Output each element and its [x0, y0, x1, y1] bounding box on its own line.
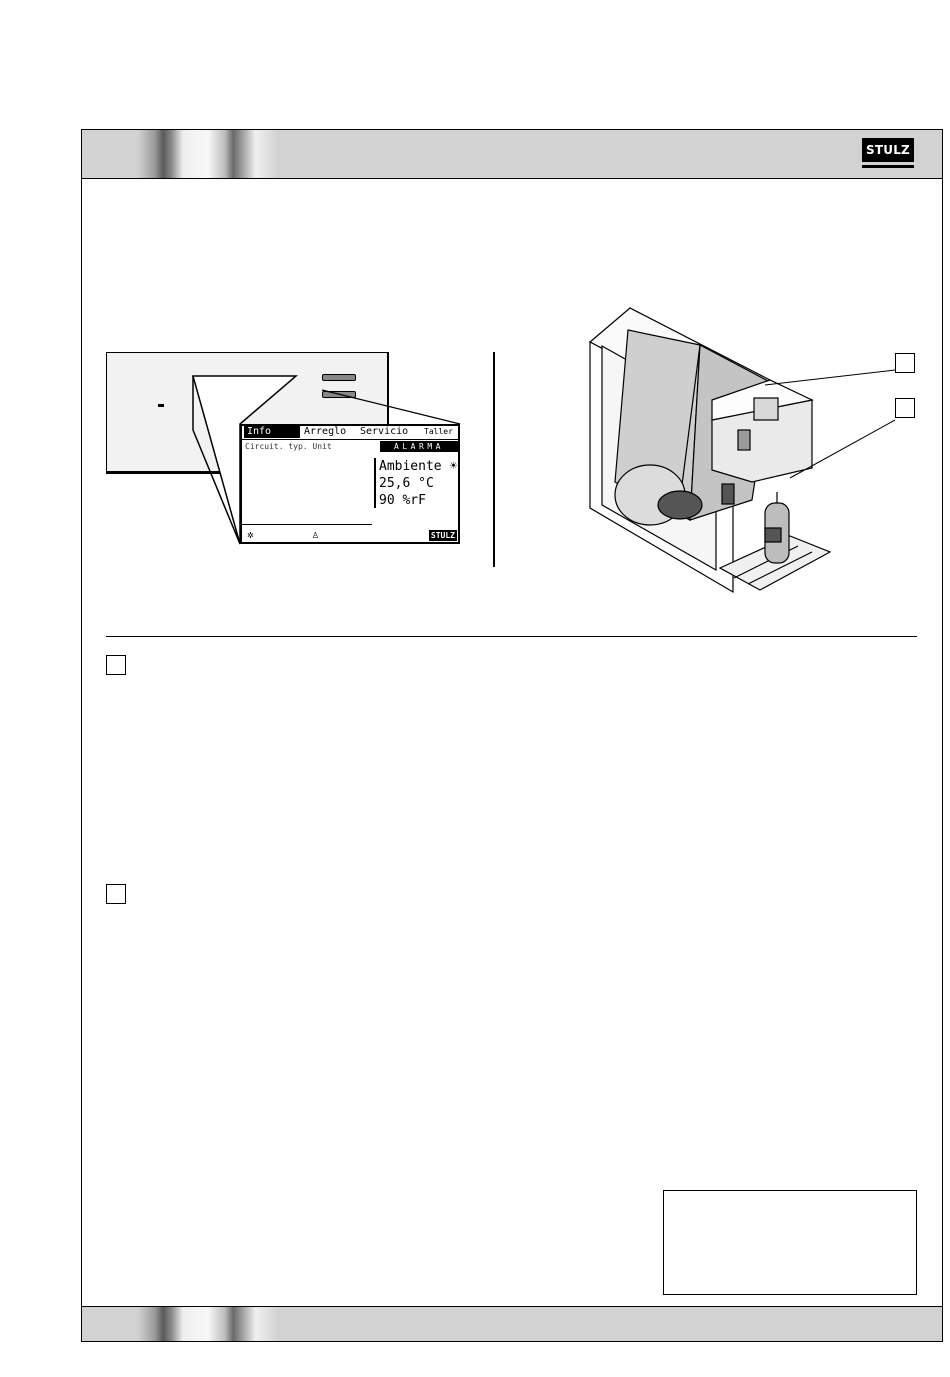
- component-block: [754, 398, 778, 420]
- humidity-readout: 90 %rF: [379, 493, 426, 508]
- temperature-readout: 25,6 °C: [379, 476, 434, 491]
- fan-wheel: [658, 491, 702, 519]
- callout-marker-2: [895, 398, 915, 418]
- menu-servicio[interactable]: Servicio: [360, 426, 409, 437]
- room-label-text: Ambiente: [379, 459, 442, 474]
- menu-arreglo[interactable]: Arreglo: [304, 426, 347, 437]
- status-logo: STULZ: [430, 531, 455, 540]
- note-box: [663, 1190, 917, 1295]
- menu-info[interactable]: Info: [244, 426, 300, 438]
- section-marker-2: [106, 884, 126, 904]
- fan-icon: ✲: [247, 528, 254, 541]
- lcd-subheader: Circuit. typ. Unit: [245, 442, 332, 451]
- component-small: [738, 430, 750, 450]
- leader-line-1: [765, 370, 895, 385]
- section-rule: [106, 636, 917, 637]
- alarm-indicator: ALARMA: [380, 441, 458, 452]
- cylinder-label: [765, 528, 781, 542]
- section-marker-1: [106, 655, 126, 675]
- logo-text: STULZ: [862, 138, 914, 162]
- menu-taller[interactable]: Taller: [424, 427, 453, 436]
- callout-marker-1: [895, 353, 915, 373]
- person-icon: ♙: [312, 528, 319, 541]
- sun-icon: ☀: [449, 459, 458, 474]
- control-box: [722, 484, 734, 504]
